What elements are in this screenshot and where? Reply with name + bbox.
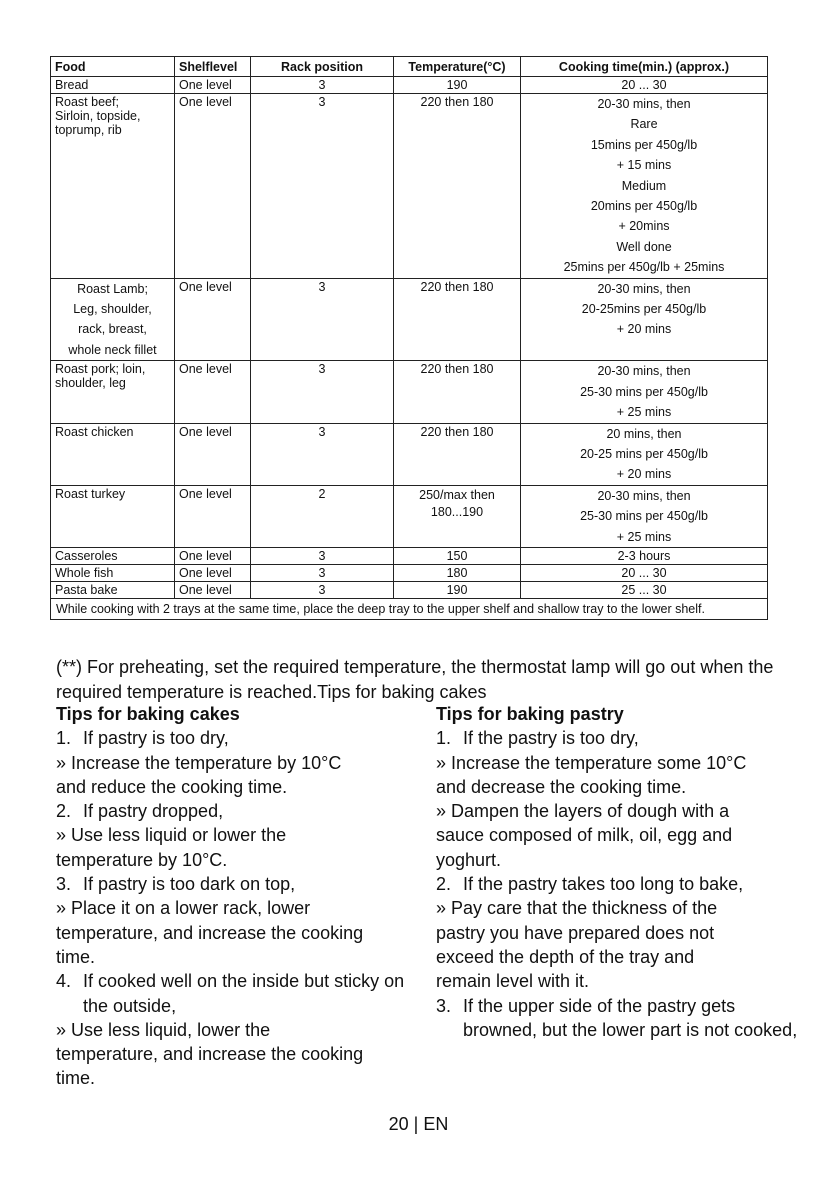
food-cell: Bread bbox=[51, 77, 175, 94]
food-cell: Roast chicken bbox=[51, 423, 175, 485]
food-cell: Roast pork; loin, shoulder, leg bbox=[51, 361, 175, 423]
table-row bbox=[51, 77, 768, 94]
cooking-time-cell: 20 mins, then 20-25 mins per 450g/lb + 20 mins bbox=[521, 423, 768, 485]
shelf-cell: One level bbox=[175, 581, 251, 598]
temperature-cell: 220 then 180 bbox=[394, 278, 521, 361]
header-rack-position: Rack position bbox=[251, 57, 394, 77]
rack-cell: 2 bbox=[251, 485, 394, 547]
cake-tips-heading: Tips for baking cakes bbox=[56, 704, 240, 724]
rack-cell: 3 bbox=[251, 423, 394, 485]
pastry-tips-section: Tips for baking pastry 1. If the pastry is too dry, » Increase the temperature some 10°C and decrease the cooking time. » Dampen the layers of dough with a sauce composed of milk, oil, egg and yoghurt. 2. If the pastry takes too long to bake, » Pay care that the thickness of the pastry you have prepared does not exceed the depth of the tray and remain level with it. 3. If the upper side of the pastry gets browned, but the lower part is not cooked, bbox=[436, 702, 806, 1042]
header-shelf-level: Shelflevel bbox=[175, 57, 251, 77]
shelf-cell: One level bbox=[175, 278, 251, 361]
shelf-cell: One level bbox=[175, 361, 251, 423]
tip-item: 4. If cooked well on the inside but sticky on the outside, bbox=[56, 971, 405, 1016]
food-cell: Roast Lamb; Leg, shoulder, rack, breast, whole neck fillet bbox=[51, 278, 175, 361]
cooking-time-cell: 2-3 hours bbox=[521, 547, 768, 564]
cooking-time-cell: 25 ... 30 bbox=[521, 581, 768, 598]
temperature-cell: 250/max then 180...190 bbox=[394, 485, 521, 547]
cooking-time-cell: 20-30 mins, then 20-25mins per 450g/lb + 20 mins bbox=[521, 278, 768, 361]
rack-cell: 3 bbox=[251, 564, 394, 581]
table-row bbox=[51, 564, 768, 581]
tip-item: 2. If the pastry takes too long to bake, bbox=[436, 874, 744, 895]
cooking-table bbox=[50, 56, 768, 620]
tip-item: 3. If the upper side of the pastry gets browned, but the lower part is not cooked, bbox=[436, 995, 798, 1040]
header-food: Food bbox=[51, 57, 175, 77]
tip-item: 2. If pastry dropped, bbox=[56, 801, 224, 822]
cooking-time-cell: 20-30 mins, then 25-30 mins per 450g/lb + 25 mins bbox=[521, 361, 768, 423]
rack-cell: 3 bbox=[251, 278, 394, 361]
cooking-time-cell: 20 ... 30 bbox=[521, 564, 768, 581]
temperature-cell: 190 bbox=[394, 77, 521, 94]
cooking-time-cell: 20-30 mins, then 25-30 mins per 450g/lb + 25 mins bbox=[521, 485, 768, 547]
tip-item: 1. If the pastry is too dry, bbox=[436, 728, 639, 749]
temperature-cell: 180 bbox=[394, 564, 521, 581]
table-note-row bbox=[51, 598, 768, 619]
rack-cell: 3 bbox=[251, 547, 394, 564]
pastry-tips-heading: Tips for baking pastry bbox=[436, 704, 624, 724]
food-cell: Roast turkey bbox=[51, 485, 175, 547]
temperature-cell: 220 then 180 bbox=[394, 423, 521, 485]
food-cell: Casseroles bbox=[51, 547, 175, 564]
shelf-cell: One level bbox=[175, 423, 251, 485]
cooking-time-cell: 20-30 mins, then Rare 15mins per 450g/lb + 15 mins Medium 20mins per 450g/lb + 20mins Well done 25mins per 450g/lb + 25mins bbox=[521, 94, 768, 279]
shelf-cell: One level bbox=[175, 547, 251, 564]
tip-item: 3. If pastry is too dark on top, bbox=[56, 874, 296, 895]
food-cell: Whole fish bbox=[51, 564, 175, 581]
shelf-cell: One level bbox=[175, 485, 251, 547]
food-cell: Roast beef; Sirloin, topside, toprump, rib bbox=[51, 94, 175, 279]
table-row bbox=[51, 485, 768, 547]
page-number: 20 | EN bbox=[388, 1114, 449, 1134]
cooking-time-cell: 20 ... 30 bbox=[521, 77, 768, 94]
table-row bbox=[51, 94, 768, 279]
cake-tips-section: Tips for baking cakes 1. If pastry is too dry, » Increase the temperature by 10°C and reduce the cooking time. 2. If pastry dropped, » Use less liquid or lower the temperature by 10°C. 3. If pastry is too dark on top, » Place it on a lower rack, lower temperature, and increase the cooking time. 4. If cooked well on the inside but sticky on the outside, » Use less liquid, lower the temperature, and increase the cooking time. bbox=[56, 702, 426, 1091]
table-note: While cooking with 2 trays at the same time, place the deep tray to the upper shelf and shallow tray to the lower shelf. bbox=[51, 598, 768, 619]
header-cooking-time: Cooking time(min.) (approx.) bbox=[521, 57, 768, 77]
shelf-cell: One level bbox=[175, 77, 251, 94]
header-temperature: Temperature(°C) bbox=[394, 57, 521, 77]
table-row bbox=[51, 278, 768, 361]
food-cell: Pasta bake bbox=[51, 581, 175, 598]
table-row bbox=[51, 361, 768, 423]
temperature-cell: 220 then 180 bbox=[394, 94, 521, 279]
table-row bbox=[51, 547, 768, 564]
table-row bbox=[51, 423, 768, 485]
table-row bbox=[51, 581, 768, 598]
table-header-row bbox=[51, 57, 768, 77]
shelf-cell: One level bbox=[175, 564, 251, 581]
rack-cell: 3 bbox=[251, 361, 394, 423]
temperature-cell: 150 bbox=[394, 547, 521, 564]
tip-item: 1. If pastry is too dry, bbox=[56, 728, 229, 749]
temperature-cell: 190 bbox=[394, 581, 521, 598]
preheating-note: (**) For preheating, set the required temperature, the thermostat lamp will go out when the required temperature is reached.Tips for baking cakes bbox=[56, 657, 774, 702]
rack-cell: 3 bbox=[251, 581, 394, 598]
rack-cell: 3 bbox=[251, 77, 394, 94]
shelf-cell: One level bbox=[175, 94, 251, 279]
rack-cell: 3 bbox=[251, 94, 394, 279]
temperature-cell: 220 then 180 bbox=[394, 361, 521, 423]
